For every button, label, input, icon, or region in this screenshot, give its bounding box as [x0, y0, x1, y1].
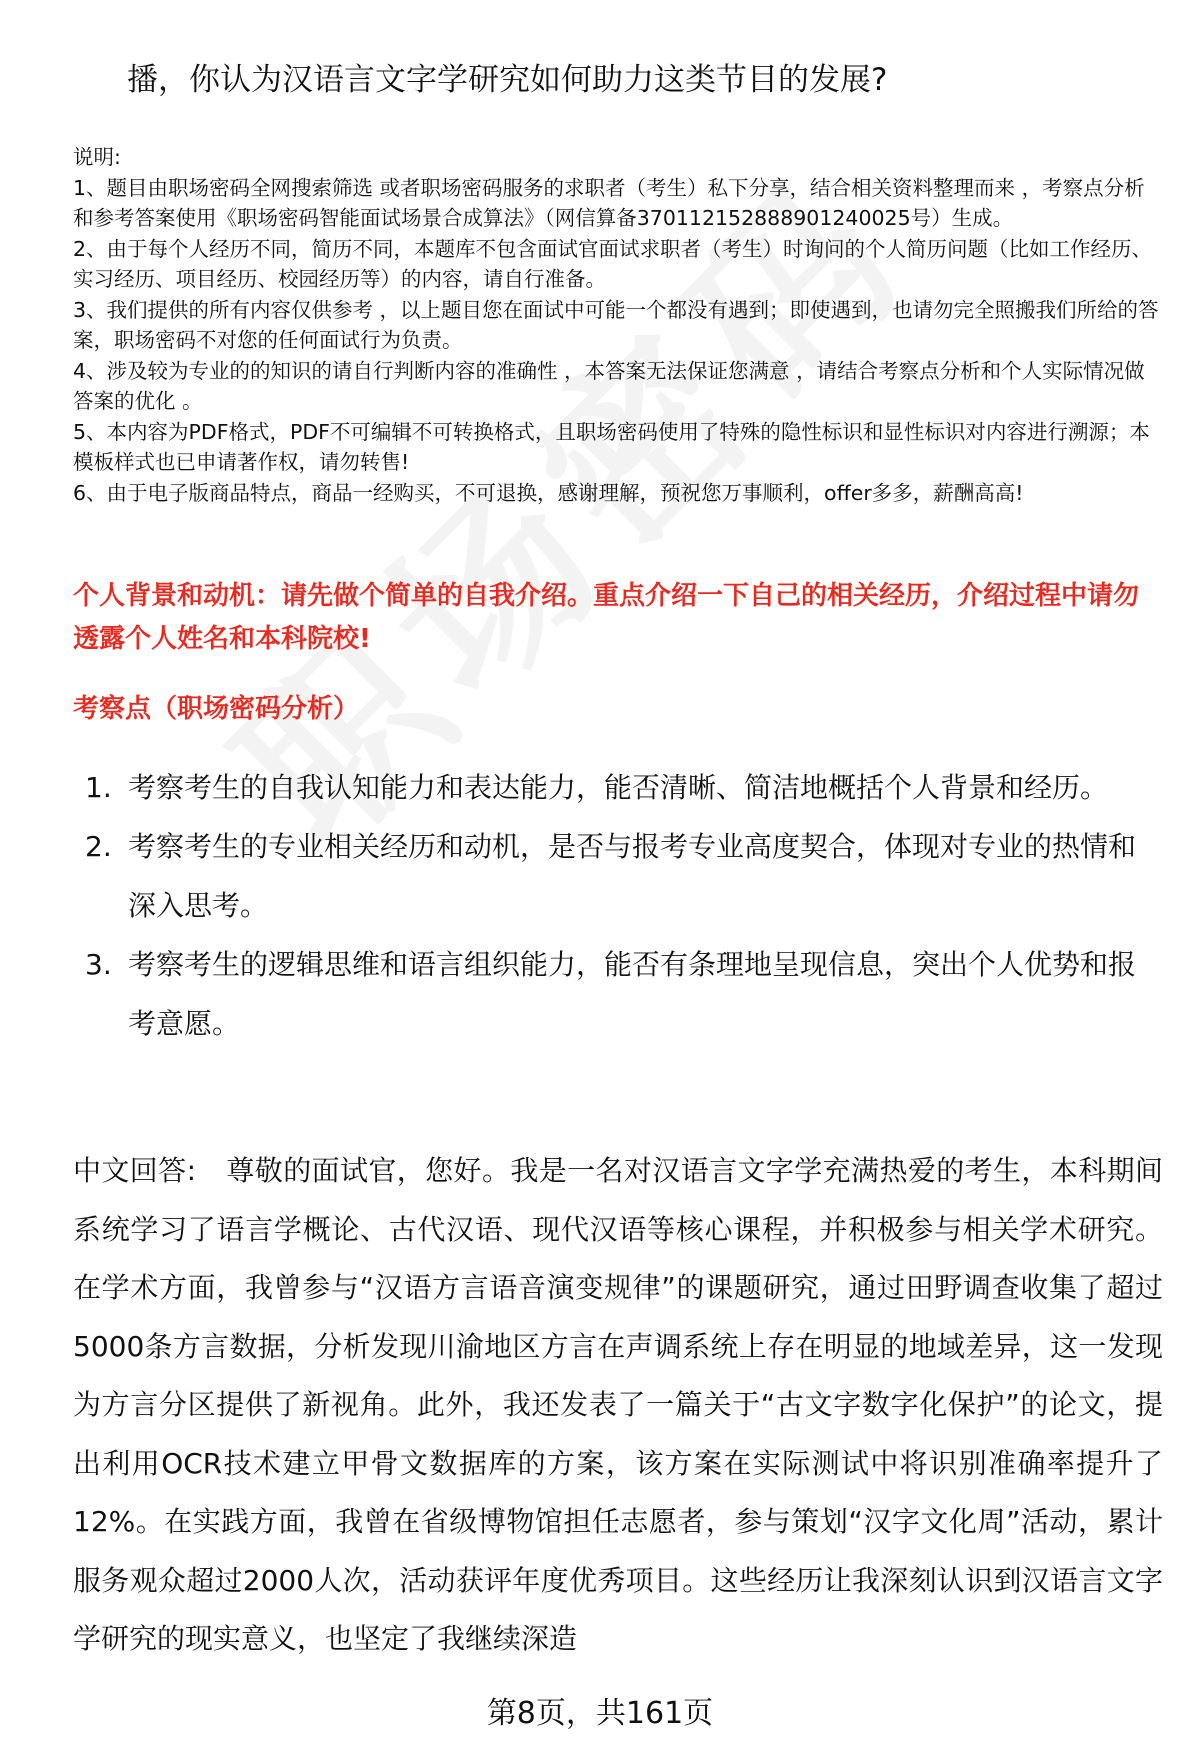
answer-label: 中文回答: — [73, 1154, 197, 1187]
notes-title: 说明: — [73, 145, 121, 169]
note-item: 6、由于电子版商品特点，商品一经购买，不可退换，感谢理解，预祝您万事顺利，offer多多，薪酬高高! — [73, 480, 1024, 505]
answer-section — [73, 1142, 1163, 1669]
key-point-item — [73, 935, 1163, 1053]
key-point-text: 考察考生的逻辑思维和语言组织能力，能否有条理地呈现信息，突出个人优势和报考意愿。 — [128, 948, 1137, 1040]
key-point-number: 3. — [85, 948, 112, 981]
note-item: 2、由于每个人经历不同，简历不同，本题库不包含面试官面试求职者（考生）时询问的个人简历问题（比如工作经历、实习经历、项目经历、校园经历等）的内容，请自行准备。 — [73, 236, 1153, 291]
key-point-number: 1. — [85, 771, 112, 804]
note-item: 4、涉及较为专业的的知识的请自行判断内容的准确性 ，本答案无法保证您满意 ，请结合考察点分析和个人实际情况做答案的优化 。 — [73, 358, 1145, 413]
notes-section — [73, 142, 1163, 508]
question-continuation: 播，你认为汉语言文字学研究如何助力这类节目的发展? — [127, 62, 888, 98]
question-heading: 个人背景和动机：请先做个简单的自我介绍。重点介绍一下自己的相关经历，介绍过程中请勿透露个人姓名和本科院校! — [73, 581, 1140, 654]
key-point-text: 考察考生的自我认知能力和表达能力，能否清晰、简洁地概括个人背景和经历。 — [128, 771, 1109, 804]
key-point-text: 考察考生的专业相关经历和动机，是否与报考专业高度契合，体现对专业的热情和深入思考。 — [128, 830, 1137, 922]
key-point-item — [73, 817, 1163, 935]
key-point-number: 2. — [85, 830, 112, 863]
note-item: 5、本内容为PDF格式，PDF不可编辑不可转换格式，且职场密码使用了特殊的隐性标识和显性标识对内容进行溯源；本模板样式也已申请著作权，请勿转售! — [73, 419, 1150, 474]
note-item: 3、我们提供的所有内容仅供参考 ，以上题目您在面试中可能一个都没有遇到；即使遇到，也请勿完全照搬我们所给的答案，职场密码不对您的任何面试行为负责。 — [73, 297, 1159, 352]
page-number: 第8页，共161页 — [486, 1696, 714, 1731]
note-item: 1、题目由职场密码全网搜索筛选 或者职场密码服务的求职者（考生）私下分享，结合相关资料整理而来 ，考察点分析和参考答案使用《职场密码智能面试场景合成算法》（网信算备370112152888901240025号）生成。 — [73, 175, 1145, 230]
key-points-heading: 考察点（职场密码分析） — [73, 694, 360, 724]
key-points-list — [73, 758, 1163, 1053]
key-point-item — [73, 758, 1163, 817]
answer-text: 尊敬的面试官，您好。我是一名对汉语言文字学充满热爱的考生，本科期间系统学习了语言学概论、古代汉语、现代汉语等核心课程，并积极参与相关学术研究。在学术方面，我曾参与“汉语方言语音演变规律”的课题研究，通过田野调查收集了超过5000条方言数据，分析发现川渝地区方言在声调系统上存在明显的地域差异，这一发现为方言分区提供了新视角。此外，我还发表了一篇关于“古文字数字化保护”的论文，提出利用OCR技术建立甲骨文数据库的方案，该方案在实际测试中将识别准确率提升了12%。在实践方面，我曾在省级博物馆担任志愿者，参与策划“汉字文化周”活动，累计服务观众超过2000人次，活动获评年度优秀项目。这些经历让我深刻认识到汉语言文字学研究的现实意义，也坚定了我继续深造 — [73, 1154, 1163, 1655]
